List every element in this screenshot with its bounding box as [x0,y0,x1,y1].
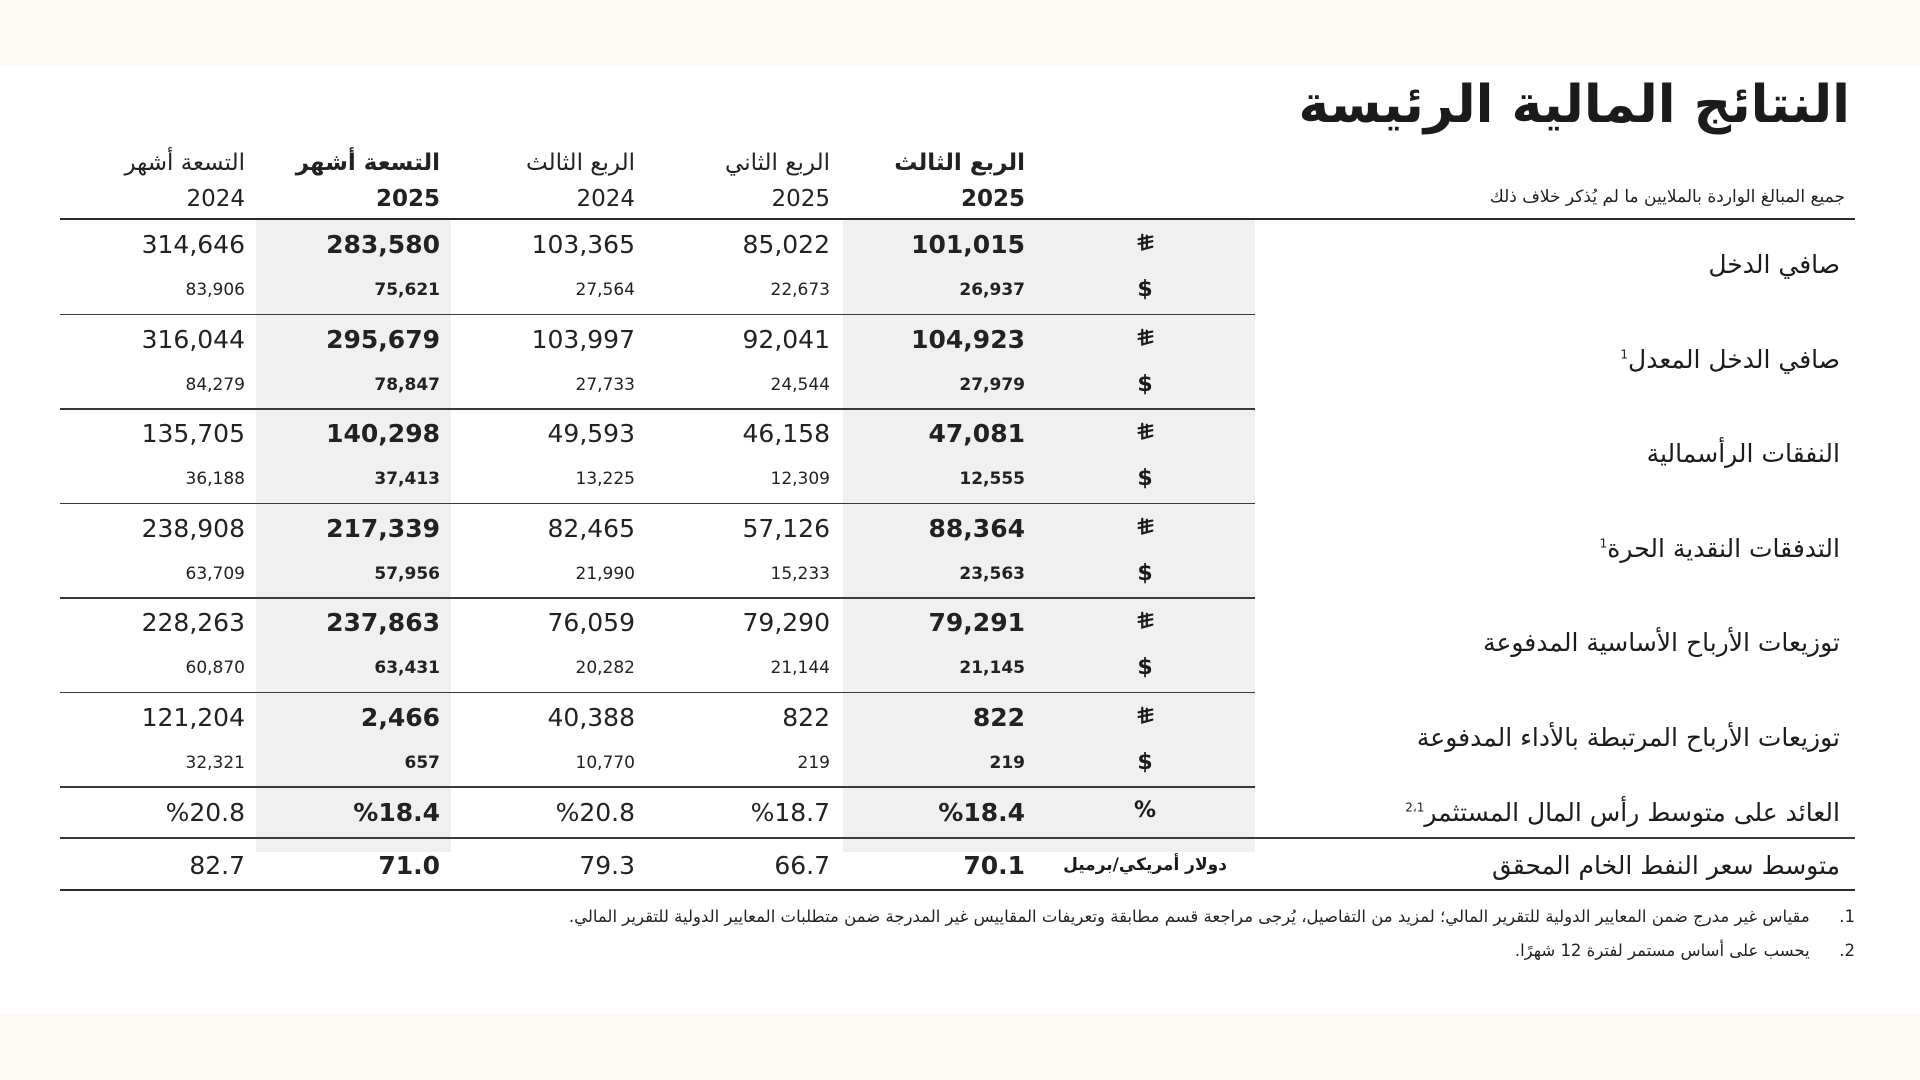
usd-value-9m-2025: 78,847 [374,374,440,395]
row-label: صافي الدخل [1708,250,1840,279]
usd-value-q3-2024: 21,990 [575,563,635,584]
usd-value-9m-2025: 37,413 [374,469,440,489]
row-divider [60,597,1255,599]
sar-value-9m-2025: 283,580 [326,230,440,259]
roace-q3-2024: %20.8 [555,798,635,827]
usd-value-q3-2025: 21,145 [959,658,1025,678]
column-header-9m-2025: التسعة أشهر 2025 [295,150,440,212]
sar-value-9m-2025: 295,679 [326,324,440,354]
dollar-sign: $ [1137,749,1153,775]
usd-value-q3-2025: 12,555 [959,469,1025,489]
usd-value-9m-2025: 75,621 [374,280,440,300]
usd-value-9m-2025: 57,956 [374,563,440,584]
usd-value-q3-2024: 20,282 [575,658,635,678]
row-divider [60,503,1255,505]
sar-value-9m-2025: 217,339 [326,513,440,543]
usd-value-q3-2024: 13,225 [575,469,635,489]
sar-value-9m-2024: 228,263 [141,608,245,637]
riyal-icon [1100,421,1190,449]
oil-q3-2024: 79.3 [579,851,635,880]
dollar-sign: $ [1137,277,1153,302]
usd-value-q2-2025: 219 [797,752,830,773]
sar-value-9m-2024: 135,705 [141,419,245,448]
oil-q3-2025: 70.1 [963,851,1025,880]
usd-value-q3-2024: 27,564 [575,280,635,300]
roace-9m-2024: %20.8 [165,798,245,827]
sar-value-9m-2025: 140,298 [326,419,440,448]
riyal-icon [1100,327,1190,355]
oil-9m-2025: 71.0 [378,851,440,880]
usd-value-q3-2025: 26,937 [959,280,1025,300]
sar-value-9m-2024: 121,204 [141,702,245,732]
sar-value-q3-2025: 79,291 [928,608,1025,637]
riyal-icon [1100,610,1190,638]
sar-value-q2-2025: 85,022 [742,230,830,259]
column-header-q3-2025: الربع الثالث 2025 [894,150,1025,212]
usd-value-q2-2025: 22,673 [770,280,830,300]
riyal-icon [1100,516,1190,544]
roace-divider [60,837,1855,839]
dollar-sign: $ [1137,466,1153,491]
row-divider [60,692,1255,694]
usd-value-q3-2025: 27,979 [959,374,1025,395]
sar-value-q2-2025: 822 [782,702,830,732]
usd-value-9m-2024: 83,906 [185,280,245,300]
row-label-oil-price: متوسط سعر النفط الخام المحقق [1491,851,1840,880]
oil-unit: دولار أمريكي/برميل [1063,855,1227,875]
usd-value-q3-2024: 27,733 [575,374,635,395]
sar-value-q3-2024: 103,365 [531,230,635,259]
oil-9m-2024: 82.7 [189,851,245,880]
sar-value-q3-2025: 47,081 [928,419,1025,448]
row-divider [60,408,1255,410]
dollar-sign: $ [1137,655,1153,680]
sar-value-q3-2024: 103,997 [531,324,635,354]
row-label: صافي الدخل المعدل$^1$ [1620,344,1840,374]
usd-value-q2-2025: 12,309 [770,469,830,489]
riyal-icon [1100,705,1190,733]
sar-value-q3-2024: 40,388 [547,702,635,732]
usd-value-q2-2025: 15,233 [770,563,830,584]
sar-value-q3-2024: 76,059 [547,608,635,637]
column-header-9m-2024: التسعة أشهر 2024 [124,150,245,212]
riyal-icon [1100,232,1190,260]
sar-value-9m-2024: 316,044 [141,324,245,354]
usd-value-q3-2025: 219 [989,752,1025,773]
usd-value-9m-2024: 32,321 [185,752,245,773]
sar-value-q3-2025: 822 [972,702,1025,732]
usd-value-q3-2025: 23,563 [959,563,1025,584]
roace-q2-2025: %18.7 [750,798,830,827]
footnote-2: 2. يحسب على أساس مستمر لفترة 12 شهرًا. [1514,941,1855,960]
sar-value-9m-2024: 238,908 [141,513,245,543]
sar-value-q2-2025: 79,290 [742,608,830,637]
usd-value-9m-2025: 63,431 [374,658,440,678]
row-label: النفقات الرأسمالية [1646,439,1840,468]
usd-value-9m-2024: 63,709 [185,563,245,584]
usd-value-q2-2025: 21,144 [770,658,830,678]
column-header-q2-2025: الربع الثاني 2025 [725,150,830,212]
sar-value-q3-2024: 49,593 [547,419,635,448]
row-label-roace: العائد على متوسط رأس المال المستثمر$^{2،1}$ [1405,798,1840,827]
usd-value-q2-2025: 24,544 [770,374,830,395]
results-page [0,65,1920,1015]
row-divider [60,786,1255,788]
page-title: النتائج المالية الرئيسة [1298,75,1850,135]
column-header-q3-2024: الربع الثالث 2024 [526,150,635,212]
footnote-1: 1. مقياس غير مدرج ضمن المعايير الدولية للتقرير المالي؛ لمزيد من التفاصيل، يُرجى مراجعة قسم مطابقة وتعريفات المقاييس غير المدرجة ضمن متطلبات المعايير الدولية للتقرير المالي. [568,907,1855,926]
usd-value-9m-2024: 60,870 [185,658,245,678]
row-divider [60,314,1255,316]
sar-value-q2-2025: 92,041 [742,324,830,354]
sar-value-q2-2025: 57,126 [742,513,830,543]
usd-value-9m-2024: 84,279 [185,374,245,395]
sar-value-9m-2025: 2,466 [360,702,440,732]
row-label: توزيعات الأرباح المرتبطة بالأداء المدفوعة [1416,722,1840,752]
roace-q3-2025: %18.4 [938,798,1025,827]
sar-value-9m-2024: 314,646 [141,230,245,259]
amounts-note: جميع المبالغ الواردة بالملايين ما لم يُذكر خلاف ذلك [1489,187,1845,207]
sar-value-9m-2025: 237,863 [326,608,440,637]
oil-q2-2025: 66.7 [774,851,830,880]
dollar-sign: $ [1137,560,1153,586]
sar-value-q3-2025: 101,015 [911,230,1025,259]
usd-value-9m-2025: 657 [404,752,440,773]
roace-unit: % [1133,798,1157,823]
sar-value-q3-2024: 82,465 [547,513,635,543]
dollar-sign: $ [1137,371,1153,397]
sar-value-q2-2025: 46,158 [742,419,830,448]
row-label: توزيعات الأرباح الأساسية المدفوعة [1483,628,1840,657]
header-divider [60,218,1855,220]
usd-value-9m-2024: 36,188 [185,469,245,489]
sar-value-q3-2025: 104,923 [911,324,1025,354]
usd-value-q3-2024: 10,770 [575,752,635,773]
row-label: التدفقات النقدية الحرة$^1$ [1599,533,1840,563]
table-bottom-rule [60,889,1855,891]
sar-value-q3-2025: 88,364 [928,513,1025,543]
roace-9m-2025: %18.4 [353,798,440,827]
